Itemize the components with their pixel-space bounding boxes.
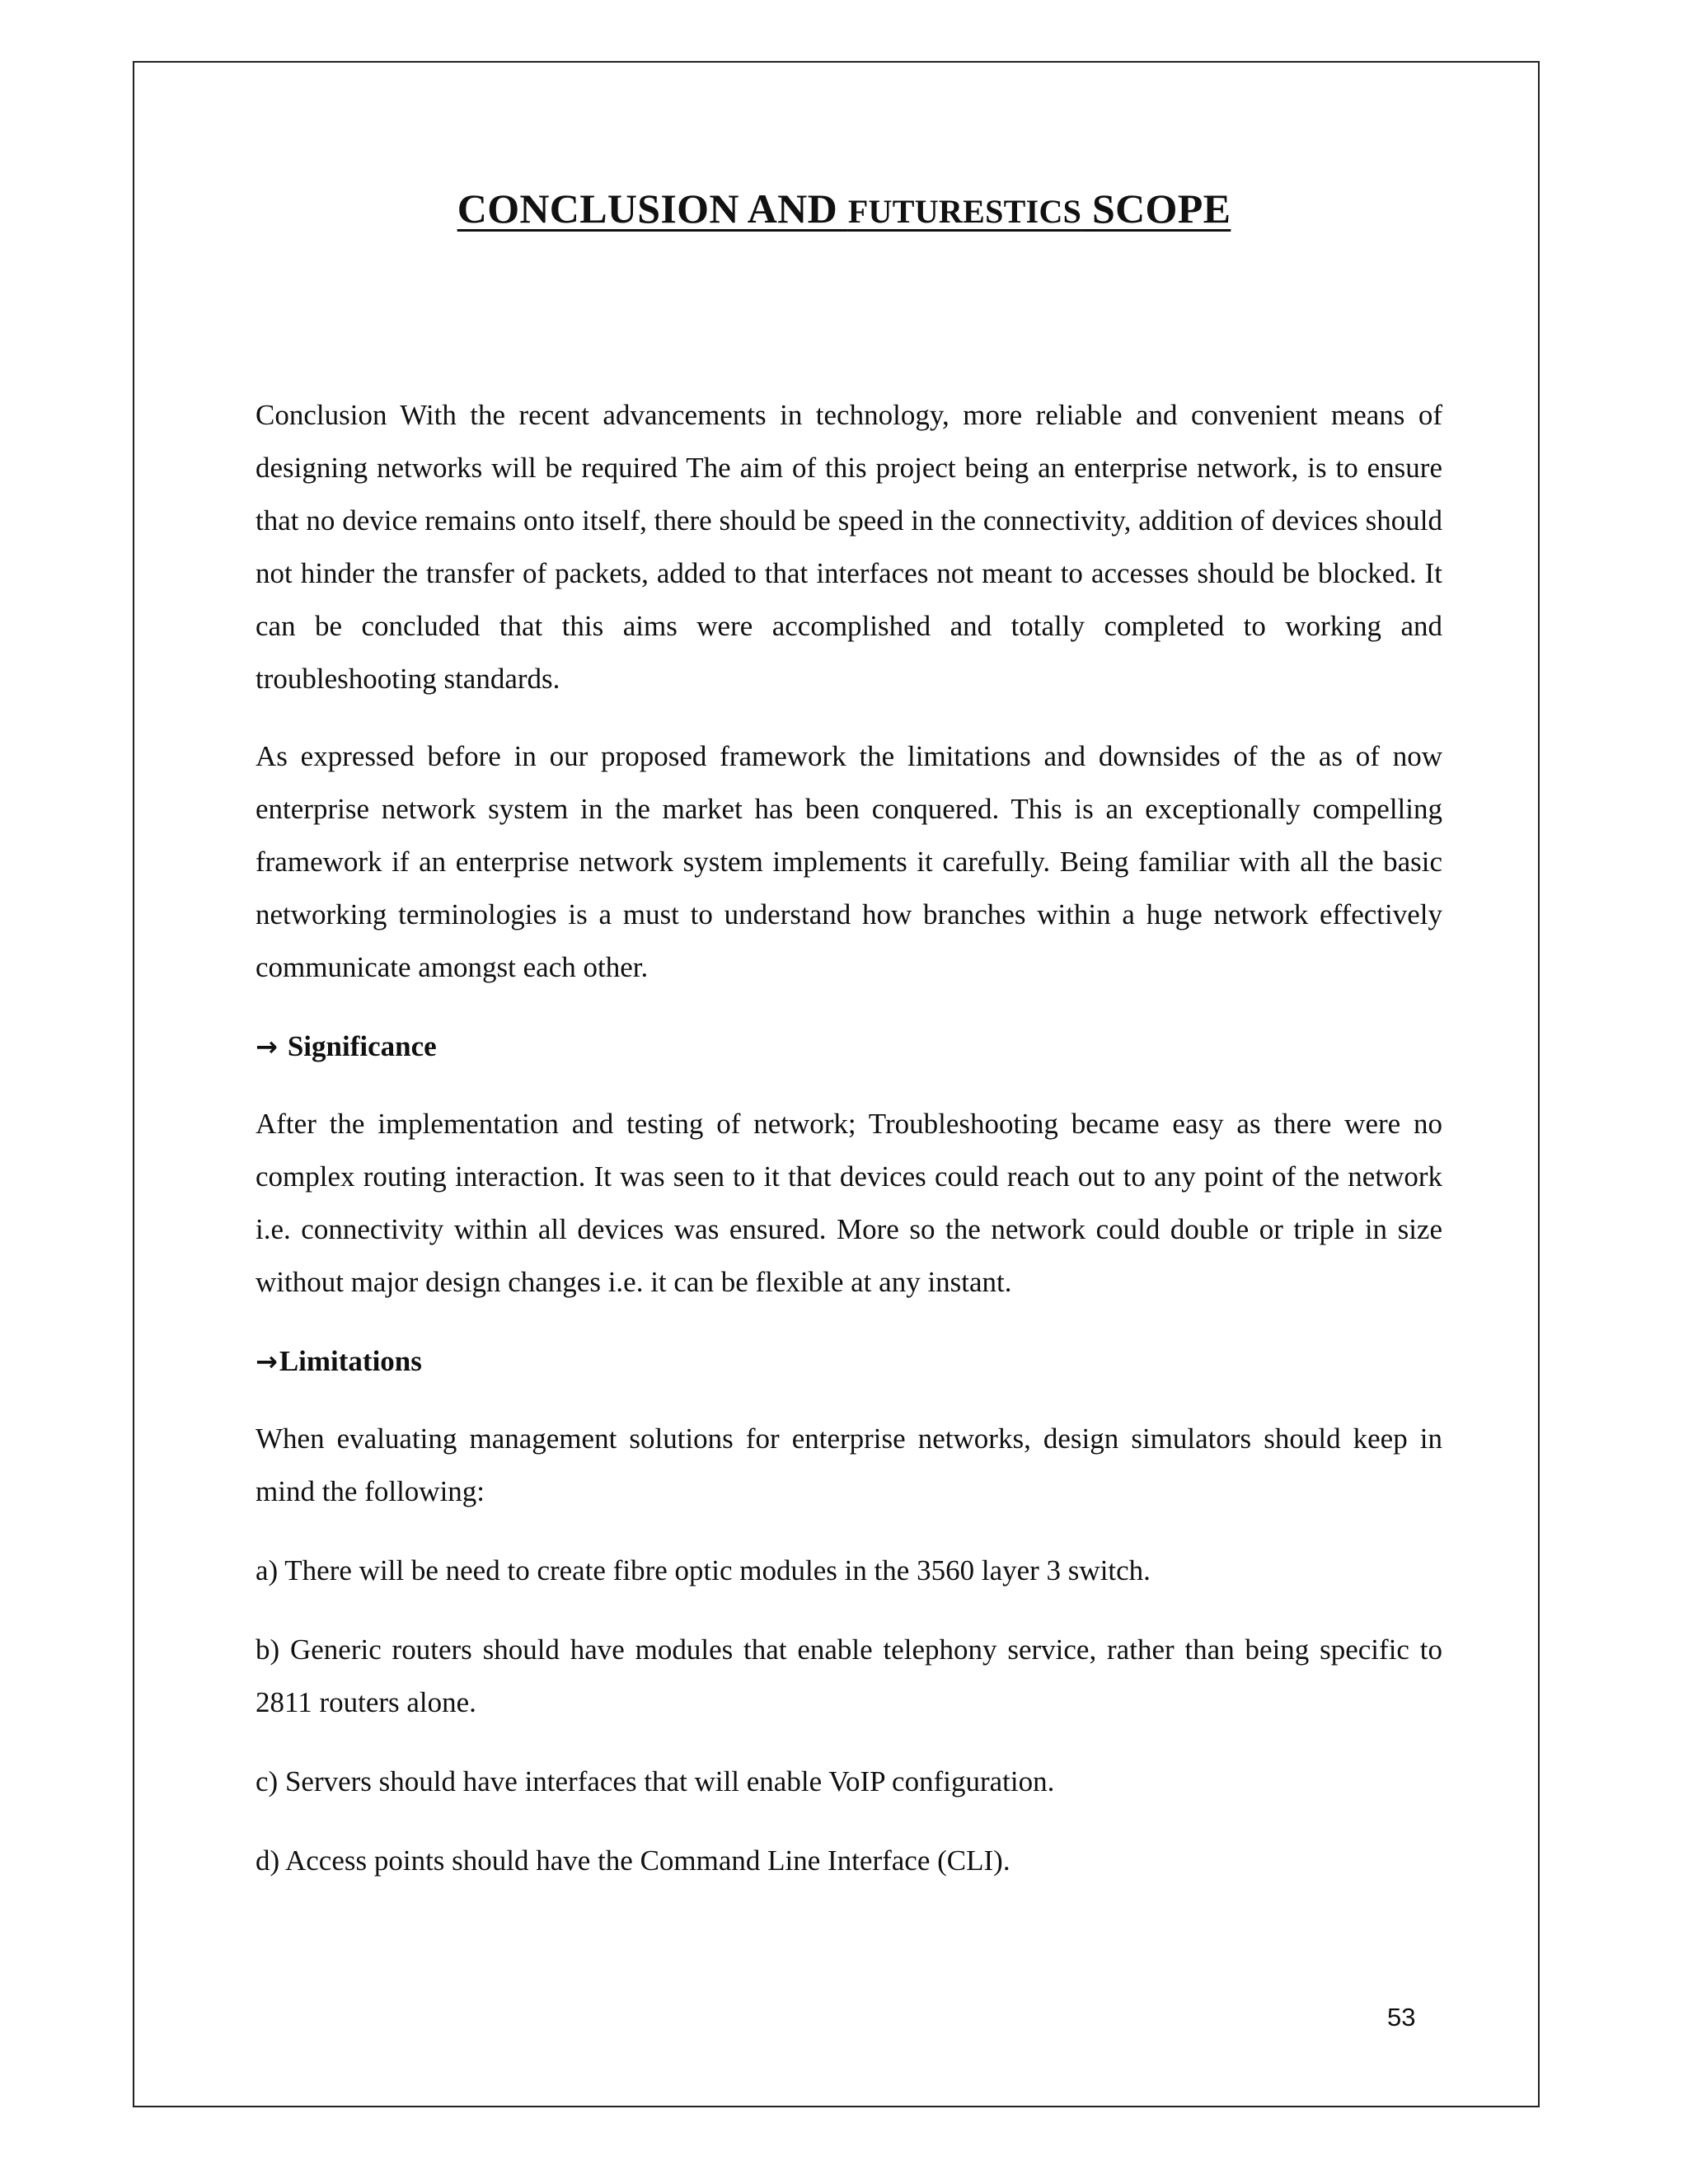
arrow-right-icon: → xyxy=(256,1346,278,1377)
framework-paragraph: As expressed before in our proposed framework the limitations and downsides of the as of now enterprise network system in the market has been conquered. This is an exceptionally compelling framework if an enterprise network system implements it carefully. Being familiar with all the basic networking terminologies is a must to understand how branches within a huge network effectively communicate amongst each other. xyxy=(256,740,1442,983)
conclusion-paragraph: Conclusion With the recent advancements in technology, more reliable and convenient means of designing networks will be required The aim of this project being an enterprise network, is to ensure that no device remains onto itself, there should be speed in the connectivity, addition of devices should not hinder the transfer of packets, added to that interfaces not meant to accesses should be blocked. It can be concluded that this aims were accomplished and totally completed to working and troubleshooting standards. xyxy=(256,399,1442,695)
significance-heading-label: Significance xyxy=(287,1030,437,1062)
page-number: 53 xyxy=(1387,2003,1416,2032)
title-part-3: SCOPE xyxy=(1092,185,1231,232)
list-item: c) Servers should have interfaces that will enable VoIP configuration. xyxy=(256,1765,1055,1797)
list-item: a) There will be need to create fibre optic modules in the 3560 layer 3 switch. xyxy=(256,1554,1151,1586)
significance-paragraph: After the implementation and testing of network; Troubleshooting became easy as there were no complex routing interaction. It was seen to it that devices could reach out to any point of the network i.e. connectivity within all devices was ensured. More so the network could double or triple in size without major design changes i.e. it can be flexible at any instant. xyxy=(256,1108,1442,1298)
list-item: b) Generic routers should have modules that enable telephony service, rather than being specific to 2811 routers alone. xyxy=(256,1633,1442,1718)
limitations-heading-label: Limitations xyxy=(279,1345,422,1377)
list-item: d) Access points should have the Command Line Interface (CLI). xyxy=(256,1844,1010,1877)
page-title xyxy=(0,185,1688,232)
title-part-1: CONCLUSION AND xyxy=(457,185,837,232)
title-part-2: FUTURESTICS xyxy=(847,193,1082,230)
limitations-heading xyxy=(256,1335,1442,1388)
significance-heading xyxy=(256,1020,1442,1073)
limitations-intro: When evaluating management solutions for enterprise networks, design simulators should keep in mind the following: xyxy=(256,1422,1442,1507)
arrow-right-icon: → xyxy=(256,1031,278,1062)
document-body xyxy=(256,389,1442,1914)
